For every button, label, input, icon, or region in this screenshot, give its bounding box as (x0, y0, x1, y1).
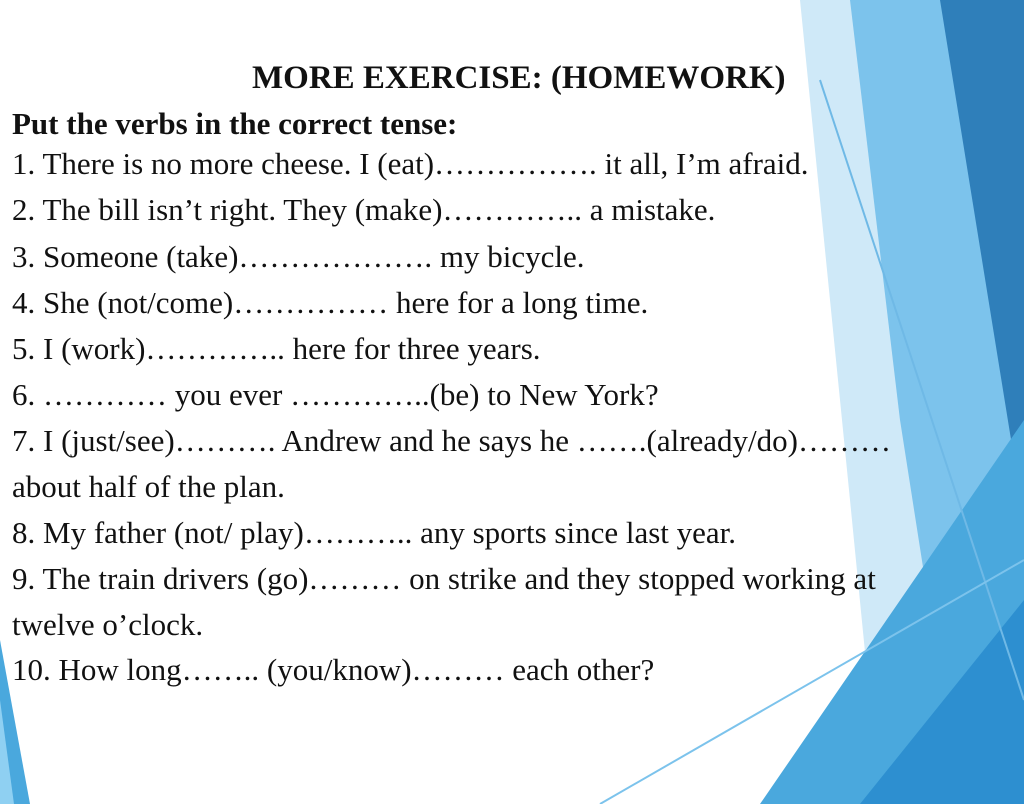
exercise-line-10: 10. How long…….. (you/know)……… each other? (12, 652, 655, 687)
exercise-line-2: 2. The bill isn’t right. They (make)………….. a mistake. (12, 192, 716, 227)
exercise-line-8: 8. My father (not/ play)……….. any sports since last year. (12, 515, 737, 550)
exercise-line-9: 9. The train drivers (go)……… on strike and they stopped working at (12, 561, 876, 596)
exercise-line-9-continued: twelve o’clock. (12, 607, 204, 642)
exercise-line-3: 3. Someone (take)………………. my bicycle. (12, 239, 585, 274)
exercise-line-4: 4. She (not/come)…………… here for a long time. (12, 285, 649, 320)
exercise-line-7-continued: about half of the plan. (12, 469, 285, 504)
exercise-line-7: 7. I (just/see)………. Andrew and he says he …….(already/do)……… (12, 423, 891, 458)
slide-title: MORE EXERCISE: (HOMEWORK) (252, 60, 786, 96)
exercise-line-5: 5. I (work)………….. here for three years. (12, 331, 541, 366)
instruction-heading: Put the verbs in the correct tense: (12, 106, 458, 141)
exercise-line-1: 1. There is no more cheese. I (eat)……………. it all, I’m afraid. (12, 146, 809, 181)
exercise-line-6: 6. ………… you ever …………..(be) to New York? (12, 377, 659, 412)
